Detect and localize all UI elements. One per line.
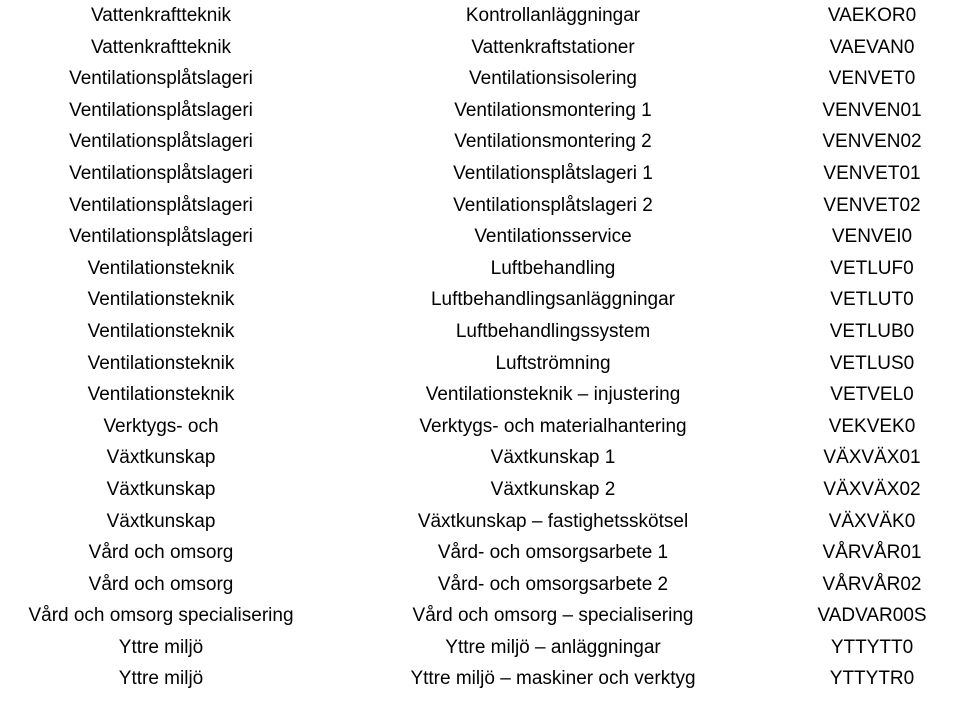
subject-area-cell: Vattenkraftteknik (90, 5, 232, 26)
table-row (0, 663, 960, 695)
table-row (0, 284, 960, 316)
table-row (0, 411, 960, 443)
course-code-cell: VADVAR00S (817, 605, 927, 627)
subject-area-cell: Växtkunskap (106, 510, 216, 532)
table-row (0, 63, 960, 95)
course-code-cell: VETLUS0 (829, 352, 915, 374)
table-row (0, 537, 960, 569)
course-code-cell: VÄXVÄX02 (823, 478, 921, 500)
table-row (0, 221, 960, 253)
subject-area-cell: Ventilationsteknik (87, 289, 235, 311)
course-code-cell: YTTYTT0 (830, 636, 914, 658)
course-name-cell: Kontrollanläggningar (465, 5, 641, 26)
course-name-cell: Växtkunskap 2 (490, 478, 616, 500)
course-code-cell: VAEVAN0 (829, 36, 915, 58)
course-name-cell: Luftbehandling (490, 257, 616, 279)
subject-area-cell: Växtkunskap (106, 478, 216, 500)
table-row (0, 474, 960, 506)
course-name-cell: Luftströmning (495, 352, 611, 374)
course-code-cell: VENVEN02 (822, 131, 922, 153)
course-name-cell: Ventilationsteknik – injustering (425, 384, 681, 406)
subject-area-cell: Ventilationsteknik (87, 352, 235, 374)
course-name-cell: Vattenkraftstationer (471, 36, 635, 58)
course-code-cell: VENVEN01 (822, 99, 922, 121)
table-row (0, 379, 960, 411)
course-code-cell: VÄXVÄK0 (828, 510, 916, 532)
table-row (0, 253, 960, 285)
subject-area-cell: Ventilationsplåtslageri (69, 131, 253, 153)
subject-area-cell: Ventilationsteknik (87, 320, 235, 342)
course-name-cell: Ventilationsplåtslageri 2 (453, 194, 653, 216)
course-name-cell: Växtkunskap 1 (490, 447, 616, 469)
subject-area-cell: Ventilationsplåtslageri (69, 99, 253, 121)
subject-area-cell: Yttre miljö (118, 636, 204, 658)
table-row (0, 95, 960, 127)
table-row (0, 190, 960, 222)
table-row (0, 32, 960, 64)
table-row (0, 0, 960, 32)
course-code-cell: VETLUF0 (830, 257, 914, 279)
table-row (0, 569, 960, 601)
table-row (0, 600, 960, 632)
course-code-cell: VAEKOR0 (827, 5, 917, 26)
subject-area-cell: Ventilationsplåtslageri (69, 194, 253, 216)
subject-area-cell: Ventilationsteknik (87, 257, 235, 279)
course-name-cell: Yttre miljö – anläggningar (445, 636, 661, 658)
subject-area-cell: Vård och omsorg specialisering (28, 605, 294, 627)
table-row (0, 126, 960, 158)
course-code-cell: YTTYTR0 (829, 668, 915, 690)
course-name-cell: Verktygs- och materialhantering (419, 415, 687, 437)
course-code-cell: VETLUB0 (829, 320, 915, 342)
course-code-cell: VENVET01 (823, 162, 921, 184)
subject-area-cell: Yttre miljö (118, 668, 204, 690)
course-name-cell: Luftbehandlingsanläggningar (430, 289, 676, 311)
table-row (0, 442, 960, 474)
course-name-cell: Ventilationsplåtslageri 1 (453, 162, 653, 184)
table-row (0, 158, 960, 190)
subject-area-cell: Vattenkraftteknik (90, 36, 232, 58)
subject-area-cell: Ventilationsplåtslageri (69, 68, 253, 90)
course-code-cell: VETVEL0 (830, 384, 914, 406)
course-name-cell: Vård- och omsorgsarbete 2 (437, 573, 669, 595)
table-row (0, 632, 960, 664)
subject-area-cell: Ventilationsplåtslageri (69, 226, 253, 248)
course-code-cell: VENVET02 (823, 194, 921, 216)
table-row (0, 506, 960, 538)
course-name-cell: Yttre miljö – maskiner och verktyg (410, 668, 696, 690)
subject-area-cell: Ventilationsplåtslageri (69, 162, 253, 184)
course-name-cell: Vård- och omsorgsarbete 1 (437, 542, 669, 564)
course-name-cell: Ventilationsisolering (469, 68, 637, 90)
course-code-cell: VETLUT0 (830, 289, 914, 311)
course-code-cell: VÄXVÄX01 (823, 447, 921, 469)
course-name-cell: Ventilationsmontering 2 (454, 131, 652, 153)
course-code-cell: VÅRVÅR02 (822, 573, 922, 595)
course-code-cell: VENVEI0 (831, 226, 913, 248)
course-name-cell: Växtkunskap – fastighetsskötsel (417, 510, 689, 532)
subject-area-cell: Verktygs- och (103, 415, 219, 437)
course-name-cell: Luftbehandlingssystem (455, 320, 651, 342)
course-code-cell: VÅRVÅR01 (822, 542, 922, 564)
subject-area-cell: Vård och omsorg (88, 542, 234, 564)
subject-area-cell: Växtkunskap (106, 447, 216, 469)
table-row (0, 348, 960, 380)
table-row (0, 316, 960, 348)
course-name-cell: Ventilationsmontering 1 (454, 99, 652, 121)
course-code-cell: VEKVEK0 (828, 415, 916, 437)
course-name-cell: Vård och omsorg – specialisering (412, 605, 694, 627)
course-code-cell: VENVET0 (828, 68, 916, 90)
subject-area-cell: Vård och omsorg (88, 573, 234, 595)
course-name-cell: Ventilationsservice (474, 226, 632, 248)
subject-area-cell: Ventilationsteknik (87, 384, 235, 406)
